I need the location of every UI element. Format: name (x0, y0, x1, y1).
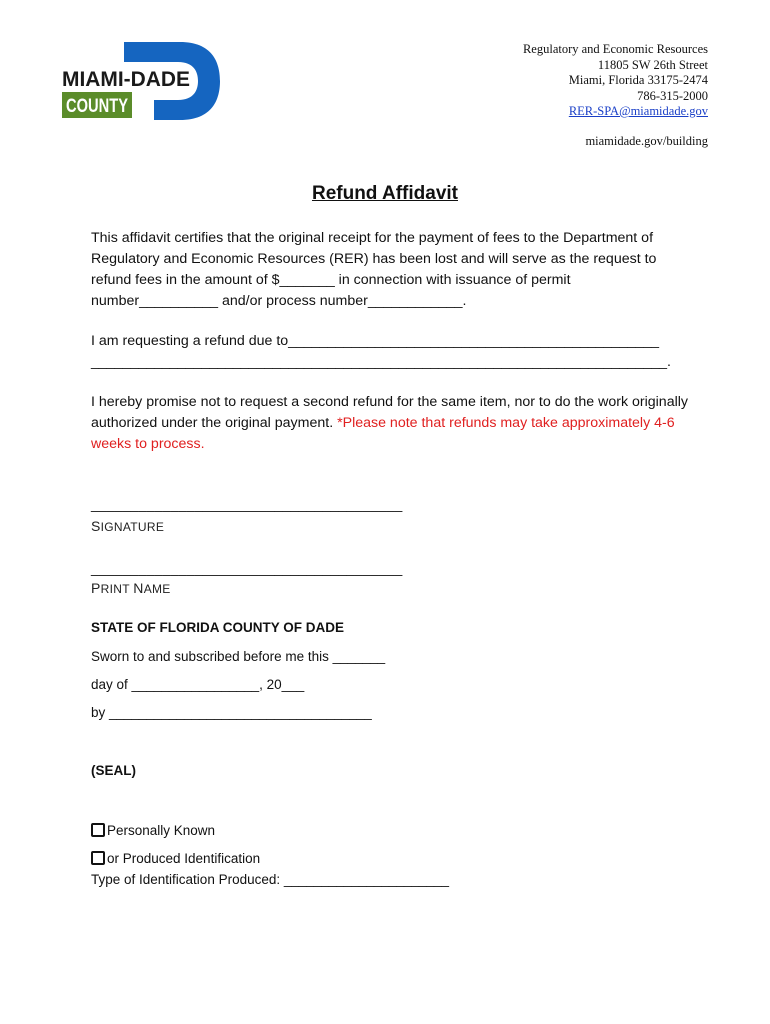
print-name-label: PRINT NAME (91, 580, 171, 596)
produced-id-option[interactable] (91, 851, 260, 866)
seal-label: (SEAL) (91, 763, 136, 778)
sworn-line[interactable]: Sworn to and subscribed before me this _______ (91, 649, 386, 664)
street-address: 11805 SW 26th Street (597, 57, 708, 72)
promise-paragraph (91, 392, 691, 455)
reason-line-2: _________________________________________________________________________. (91, 354, 671, 370)
print-name-line[interactable]: _______________________________________ (91, 560, 403, 576)
personally-known-label: Personally Known (107, 823, 216, 838)
reason-line-1: I am requesting a refund due to_______________________________________________ (91, 333, 660, 349)
personally-known-checkbox[interactable] (91, 823, 105, 837)
email-link[interactable]: RER-SPA@miamidade.gov (568, 104, 708, 118)
department-address-block (523, 42, 708, 149)
state-county-heading: STATE OF FLORIDA COUNTY OF DADE (91, 620, 344, 635)
signature-line[interactable]: _______________________________________ (91, 496, 403, 512)
produced-id-checkbox[interactable] (91, 851, 105, 865)
page-title: Refund Affidavit (311, 183, 458, 204)
intro-paragraph: This affidavit certifies that the original receipt for the payment of fees to the Department of Regulatory and Economic Resources (RER) has been lost and will serve as the request to refund fees in the amount of $_______ in connection with issuance of permit number__________ and/or process number____________. (91, 230, 657, 309)
processing-note: *Please note that refunds may take approximately 4-6 weeks to process. (91, 415, 675, 452)
website-text: miamidade.gov/building (585, 133, 708, 148)
city-address: Miami, Florida 33175-2474 (568, 73, 708, 87)
logo-text-county: COUNTY (66, 96, 129, 117)
personally-known-option[interactable] (91, 823, 215, 838)
id-type-line[interactable]: Type of Identification Produced: ______________________ (91, 872, 450, 887)
promise-text: I hereby promise not to request a second refund for the same item, nor to do the work originally authorized under the original payment. (91, 394, 688, 431)
day-line[interactable]: day of _________________, 20___ (91, 677, 305, 692)
logo-text-miami-dade: MIAMI-DADE (62, 68, 190, 91)
produced-id-label: or Produced Identification (107, 851, 261, 866)
phone-number: 786-315-2000 (637, 88, 708, 103)
signature-label: SIGNATURE (91, 518, 165, 534)
department-name: Regulatory and Economic Resources (522, 42, 708, 56)
reason-section (91, 331, 691, 373)
by-line[interactable]: by ___________________________________ (91, 705, 372, 720)
miami-dade-logo (62, 42, 222, 120)
